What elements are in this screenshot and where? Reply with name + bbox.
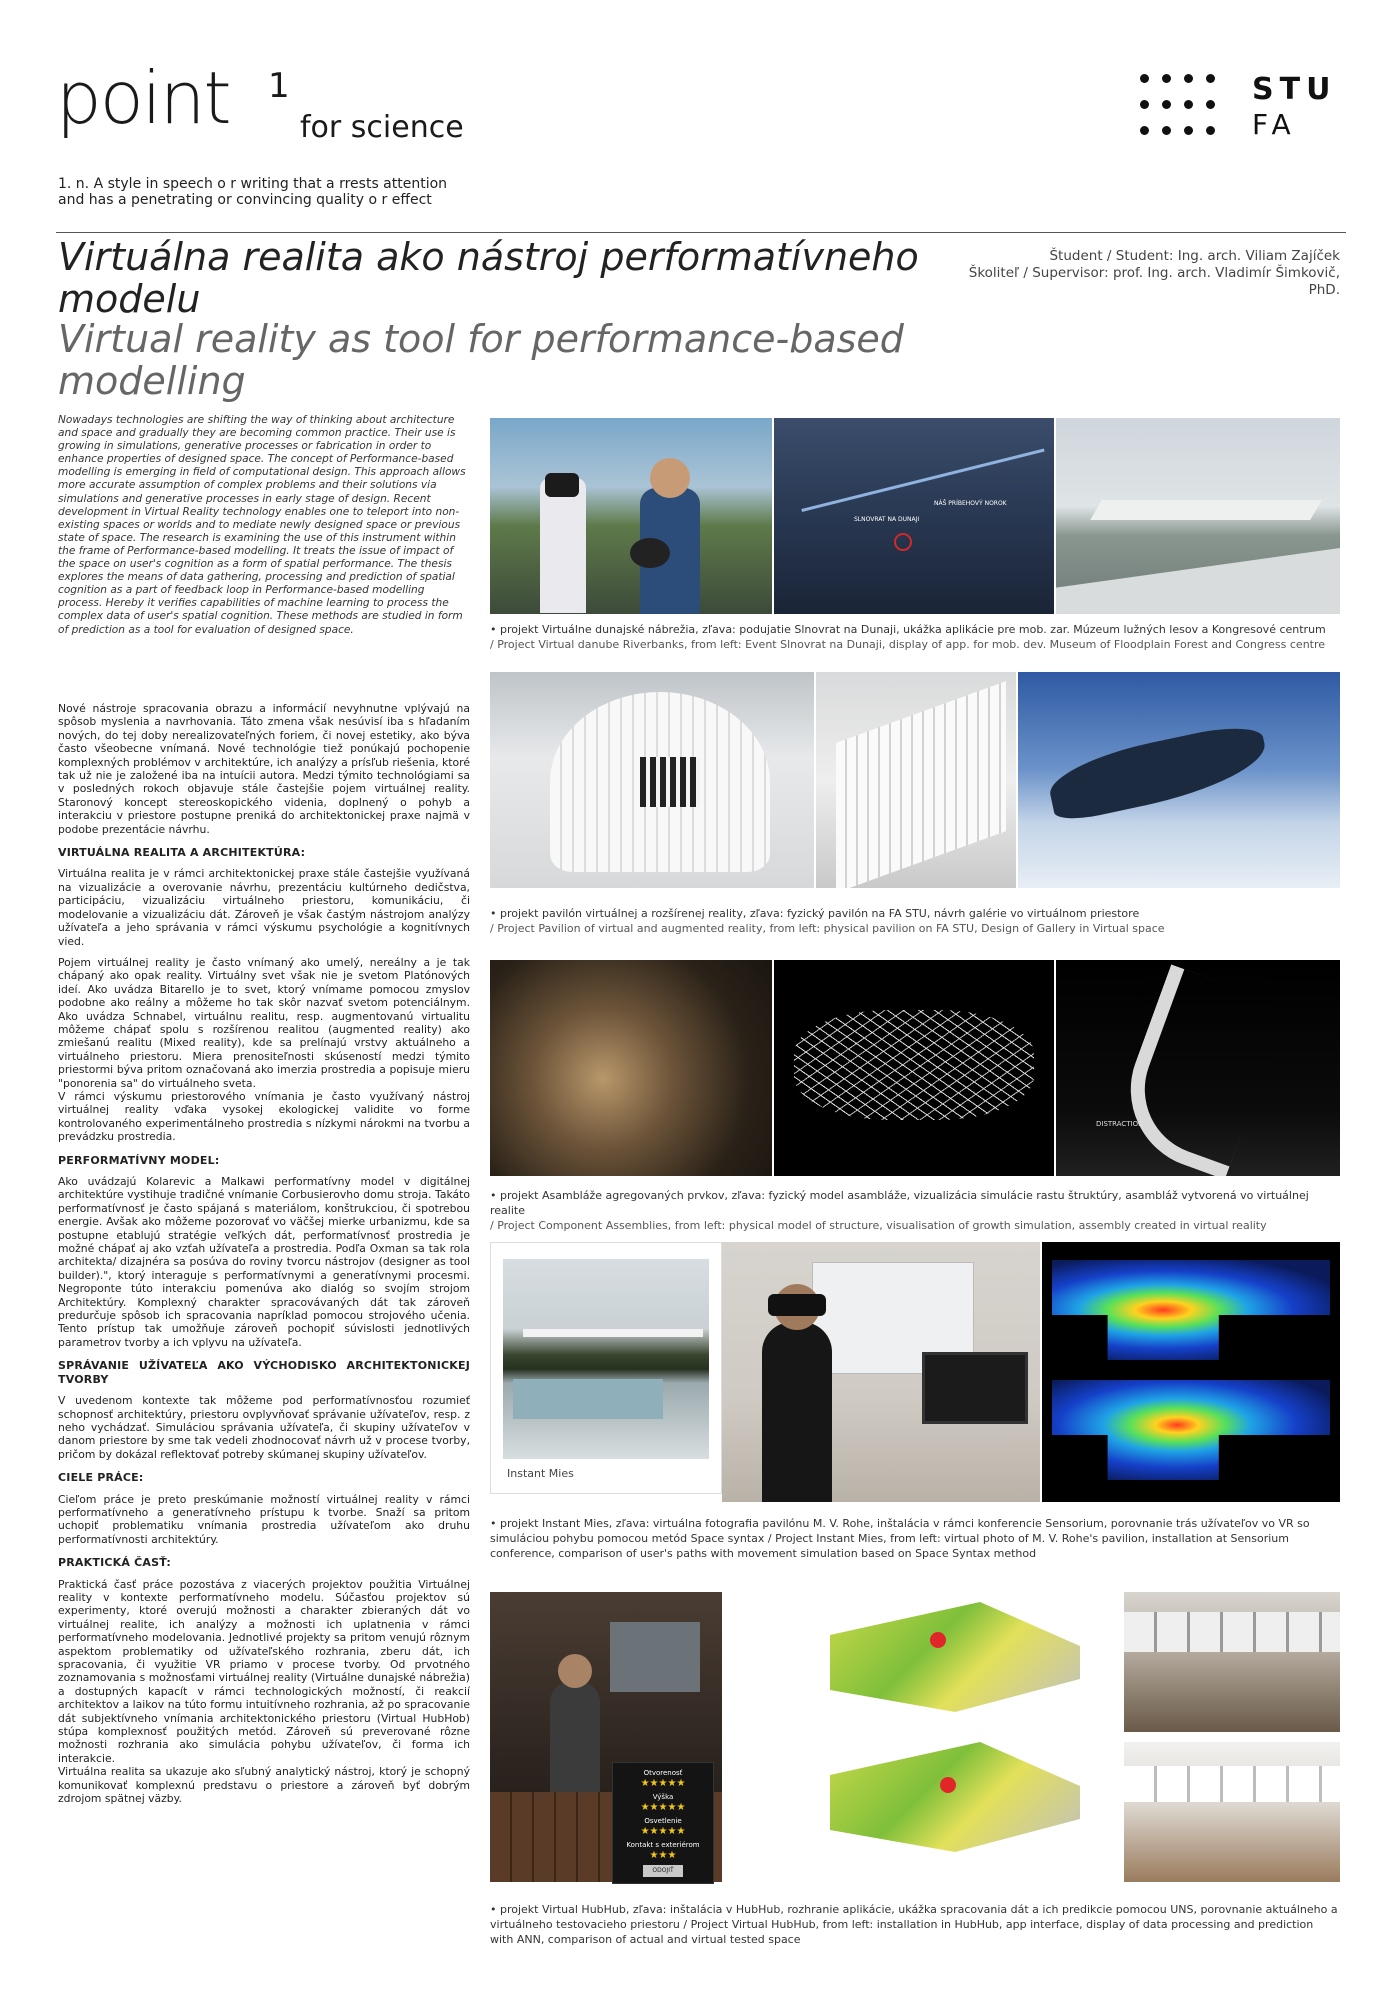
photo-virtual-gallery (1018, 672, 1340, 888)
photo-space-syntax-comparison (1042, 1242, 1340, 1502)
photo-slnovrat-event (490, 418, 772, 614)
rating-stars: ★★★★★ (640, 1802, 686, 1813)
rating-stars: ★★★★★ (640, 1826, 686, 1837)
caption-virtual-hubhub: • projekt Virtual HubHub, zľava: inštalácia v HubHub, rozhranie aplikácie, ukážka spracovania dát a ich predikcie pomocou UNS, porovnanie aktuálneho a virtuálneho testovacieho priestoru / Project Virtual HubHub, from left: installation in HubHub, app interface, display of data processing and prediction with ANN, comparison of actual and virtual tested space (490, 1903, 1338, 1946)
rating-label: Otvorenosť (643, 1769, 683, 1777)
body-text (58, 702, 470, 1813)
caption-en: / Project Virtual danube Riverbanks, from left: Event Slnovrat na Dunaji, display of app. for mob. dev. Museum of Floodplain Forest and Congress centre (490, 638, 1326, 651)
caption-sk: • projekt Asambláže agregovaných prvkov, zľava: fyzický model asambláže, vizualizácia simulácie rastu štruktúry, asambláž vytvorená vo virtuálnej realite (490, 1189, 1309, 1217)
caption-en: / Project Component Assemblies, from left: physical model of structure, visualisation of growth simulation, assembly created in virtual reality (490, 1219, 1267, 1232)
supervisor-line: Školiteľ / Supervisor: prof. Ing. arch. Vladimír Šimkovič, PhD. (968, 265, 1340, 298)
photo-museum-render (1056, 418, 1340, 614)
student-line: Študent / Student: Ing. arch. Viliam Zajíček (1049, 248, 1340, 264)
body-paragraph: Ako uvádzajú Kolarevic a Malkawi performatívny model v digitálnej architektúre vystihuje tradičné vnímanie Corbusierovho domu stroja. Takáto performatívnosť je často spájaná s materiálom, konštrukciou, či spotrebou energie. Avšak ako môžeme pozorovať vo väčšej mierke urbanizmu, kde sa postupne etablujú stratégie veľkých dát, performatívnosť prostredia je možné chápať aj ako vzťah užívateľa a prostredia. Podľa Oxman sa tak rola architekta/ dizajnéra sa posúva do roviny tvorcu nástrojov (designer as tool builder).", ktorý interaguje s performatívnymi a generatívnymi procesmi. Negroponte túto interakciu pomenúva ako dialóg so svojím strojom Architektúry. Komplexný charakter spracovávaných dát tak zároveň predurčuje spôsob ich spracovania napríklad pomocou strojového učenia. Tento prístup tak umožňuje zároveň pochopiť súvislosti jednotlivých parametrov tvorby a ich vplyvu na užívateľa. (58, 1175, 470, 1349)
caption-pavilion (490, 906, 1340, 936)
photo-actual-space (1124, 1592, 1340, 1732)
brand-subtitle: for science (300, 110, 464, 145)
rating-stars: ★★★ (649, 1850, 677, 1861)
body-intro: Nové nástroje spracovania obrazu a informácií nevyhnutne vplývajú na spôsob myslenia a navrhovania. Táto zmena však nesúvisí iba s hľadaním nových, do tej doby nerealizovateľných foriem, či novej estetiky, ako býva často všeobecne vnímaná. Nové technológie tiež ponúkajú pochopenie komplexných problémov v architektúre, ich analýzy a prísľub riešenia, ktoré tak už nie je založené iba na intuícii autora. Medzi týmito technológiami sa v posledných rokoch objavuje stále častejšie pojem virtuálnej reality. Staronový koncept stereoskopického videnia, doplnený o pohyb a interakciu v priestore postupne preniká do architektonickej praxe najmä v podobe prezentácie návrhu. (58, 702, 470, 836)
body-paragraph: Virtuálna realita sa ukazuje ako sľubný analytický nástroj, ktorý je schopný komunikovať komplexnú predstavu o priestore a zároveň byť dobrým zdrojom spätnej väzby. (58, 1765, 470, 1806)
stu-fa-logo (1140, 72, 1340, 142)
photo-data-prediction (810, 1592, 1100, 1882)
caption-en: / Project Pavilion of virtual and augmented reality, from left: physical pavilion on FA STU, Design of Gallery in Virtual space (490, 922, 1165, 935)
brand-superscript: 1 (268, 66, 290, 106)
instant-mies-label: Instant Mies (507, 1467, 574, 1480)
rating-label: Kontakt s exteriérom (626, 1841, 700, 1849)
body-paragraph: V rámci výskumu priestorového vnímania je často využívaný nástroj virtuálnej reality vďaka vysokej ekologickej validite vo forme kontrolovaného experimentálneho prostredia s nízkymi nárokmi na tvorbu a prevádzku prostredia. (58, 1089, 470, 1144)
photo-physical-assembly (490, 960, 772, 1176)
caption-virtual-danube (490, 622, 1340, 652)
title-english: Virtual reality as tool for performance-based modelling (58, 317, 904, 403)
rating-label: Výška (652, 1793, 674, 1801)
section-heading: PRAKTICKÁ ČASŤ: (58, 1556, 171, 1570)
photo-virtual-space (1124, 1742, 1340, 1882)
logo-stu-text: STU (1252, 72, 1337, 107)
photo-vr-assembly (1056, 960, 1340, 1176)
section-heading: CIELE PRÁCE: (58, 1471, 144, 1485)
photo-growth-simulation (774, 960, 1054, 1176)
distraction-label: DISTRACTION (1096, 1120, 1144, 1128)
photo-physical-pavilion (490, 672, 814, 888)
photo-mobile-app (774, 418, 1054, 614)
caption-sk: • projekt pavilón virtuálnej a rozšírenej reality, zľava: fyzický pavilón na FA STU, návrh galérie vo virtuálnom priestore (490, 907, 1140, 920)
authors (940, 248, 1340, 299)
body-paragraph: Cieľom práce je preto preskúmanie možností virtuálnej reality v rámci performatívneho a generatívneho prístupu k tvorbe. Snaží sa pritom uchopiť problematiku vnímania prostredia užívateľom ako druhu performatívnosti architektúry. (58, 1492, 470, 1546)
header-divider (56, 232, 1346, 233)
definition (58, 176, 508, 208)
section-heading: VIRTUÁLNA REALITA A ARCHITEKTÚRA: (58, 846, 306, 860)
caption-instant-mies: • projekt Instant Mies, zľava: virtuálna fotografia pavilónu M. V. Rohe, inštalácia v rámci konferencie Sensorium, porovnanie trás užívateľov vo VR so simuláciou pohybu pomocou metód Space syntax / Project Instant Mies, from left: virtual photo of M. V. Rohe's pavilion, installation at Sensorium conference, comparison of user's paths with movement simulation based on Space Syntax method (490, 1517, 1310, 1560)
definition-line-2: and has a penetrating or convincing quality o r effect (58, 192, 432, 208)
rating-stars: ★★★★★ (640, 1778, 686, 1789)
logo-fa-text: FA (1252, 108, 1297, 141)
definition-line-1: 1. n. A style in speech o r writing that a rrests attention (58, 176, 448, 192)
body-paragraph: Praktická časť práce pozostáva z viacerých projektov použitia Virtuálnej reality v kontexte performatívneho modelu. Súčasťou projektov sú experimenty, ktoré overujú možnosti a charakter zbieraných dát vo virtuálnej realite, ich analýzy a možnosti ich uplatnenia v rámci performatívneho modelovania. Jednotlivé projekty sa pritom venujú rôznym aspektom problematiky od užívateľského rozhrania, zberu dát, ich spracovania, či využitie VR priamo v procese tvorby. Od prvotného zoznamovania s možnosťami virtuálnej reality (Virtuálne dunajské nábrežia) a dostupných kapacít v rámci technologických možností, či reakcií architektov a laikov na túto formu intuitívneho rozhrania, až po spracovanie dát subjektívneho vnímania architektonického priestoru (Virtual HubHob) stúpa komplexnosť použitých metód. Zároveň sú preverované rôzne možnosti rozhrania ako simulácia pohybu užívateľov, či forma ich interakcie. (58, 1577, 470, 1765)
caption-sk: • projekt Virtuálne dunajské nábrežia, zľava: podujatie Slnovrat na Dunaji, ukážka aplikácie pre mob. zar. Múzeum lužných lesov a Kongresové centrum (490, 623, 1326, 636)
body-paragraph: Virtuálna realita je v rámci architektonickej praxe stále častejšie využívaná na vizualizácie a overovanie návrhu, prezentáciu kultúrneho dedičstva, participáciu, vizualizáciu virtuálneho priestoru, komunikáciu, či modelovanie a vizualizáciu dát. Zároveň je však častým nástrojom analýzy užívateľa a jeho správania v rámci výskumu psychológie a kognitívnych vied. (58, 867, 470, 948)
brand-wordmark: point (56, 56, 230, 140)
app-sign-label: NÁŠ PRÍBEHOVÝ NOROK (934, 500, 1007, 507)
title-slovak: Virtuálna realita ako nástroj performatívneho modelu (58, 235, 919, 321)
section-heading: PERFORMATÍVNY MODEL: (58, 1153, 220, 1167)
body-paragraph: Pojem virtuálnej reality je často vnímaný ako umelý, nereálny a je tak chápaný ako opak reality. Virtuálny svet však nie je svetom Platónových ideí. Ako uvádza Bitarello je to svet, ktorý vnímame pomocou zmyslov podobne ako reálny a môžeme ho tak skôr nazvať svetom potenciálnym. Ako uvádza Schnabel, virtuálnu realitu, resp. augmentovanú virtualitu môžeme chápať spolu s rozšírenou realitou (augmented reality) ako zmiešanú realitu (Mixed reality), kde sa prelínajú vrstvy aktuálneho a virtuálneho priestoru. Miera prenositeľnosti skúseností medzi týmito priestormi býva pritom označovaná ako imerzia prostredia a popisuje mieru "ponorenia sa" do virtuálneho sveta. (58, 955, 470, 1090)
photo-mies-pavilion (503, 1259, 709, 1459)
body-paragraph: V uvedenom kontexte tak môžeme pod performatívnosťou rozumieť schopnosť architektúry, priestoru ovplyvňovať správanie užívateľov, resp. z neho vychádzať. Simuláciou správania užívateľa, či skupiny užívateľov v danom priestore by sme tak vedeli zhodnocovať návrh už v procese tvorby, pričom by dokázal reflektovať potreby skúmanej skupiny užívateľov. (58, 1394, 470, 1461)
abstract-english: Nowadays technologies are shifting the way of thinking about architecture and space and gradually they are becoming common practice. Their use is growing in simulations, generative processes or fabrication in order to enhance properties of designed space. The concept of Performance-based modelling is emerging in field of computational design. This approach allows more accurate assumption of complex problems and their solutions via simulations and generative processes in early stage of design. Recent development in Virtual Reality technology enables one to teleport into non-existing spaces or worlds and to mediate newly designed space or previous state of space. The research is examining the use of this instrument within the frame of Performance-based modelling. It treats the issue of impact of the space on user's cognition as a form of spatial performance. The thesis explores the means of data gathering, processing and prediction of spatial cognition as a part of feedback loop in Performance-based modelling process. Hereby it verifies capabilities of machine learning to process the complex data of user's spatial cognition. These methods are studied in form of prediction as a tool for evaluation of designed space. (58, 414, 466, 636)
photo-pavilion-corridor (816, 672, 1016, 888)
photo-sensorium-installation (722, 1242, 1040, 1502)
photo-instant-mies-frame (490, 1242, 722, 1494)
section-heading: SPRÁVANIE UŽÍVATEĽA AKO VÝCHODISKO ARCHITEKTONICKEJ TVORBY (58, 1359, 470, 1386)
app-sign-label: SLNOVRAT NA DUNAJI (854, 516, 920, 523)
app-interface (612, 1762, 714, 1884)
app-submit-button[interactable]: ODOJIŤ (643, 1865, 683, 1877)
caption-assemblies (490, 1188, 1340, 1233)
rating-label: Osvetlenie (644, 1817, 682, 1825)
